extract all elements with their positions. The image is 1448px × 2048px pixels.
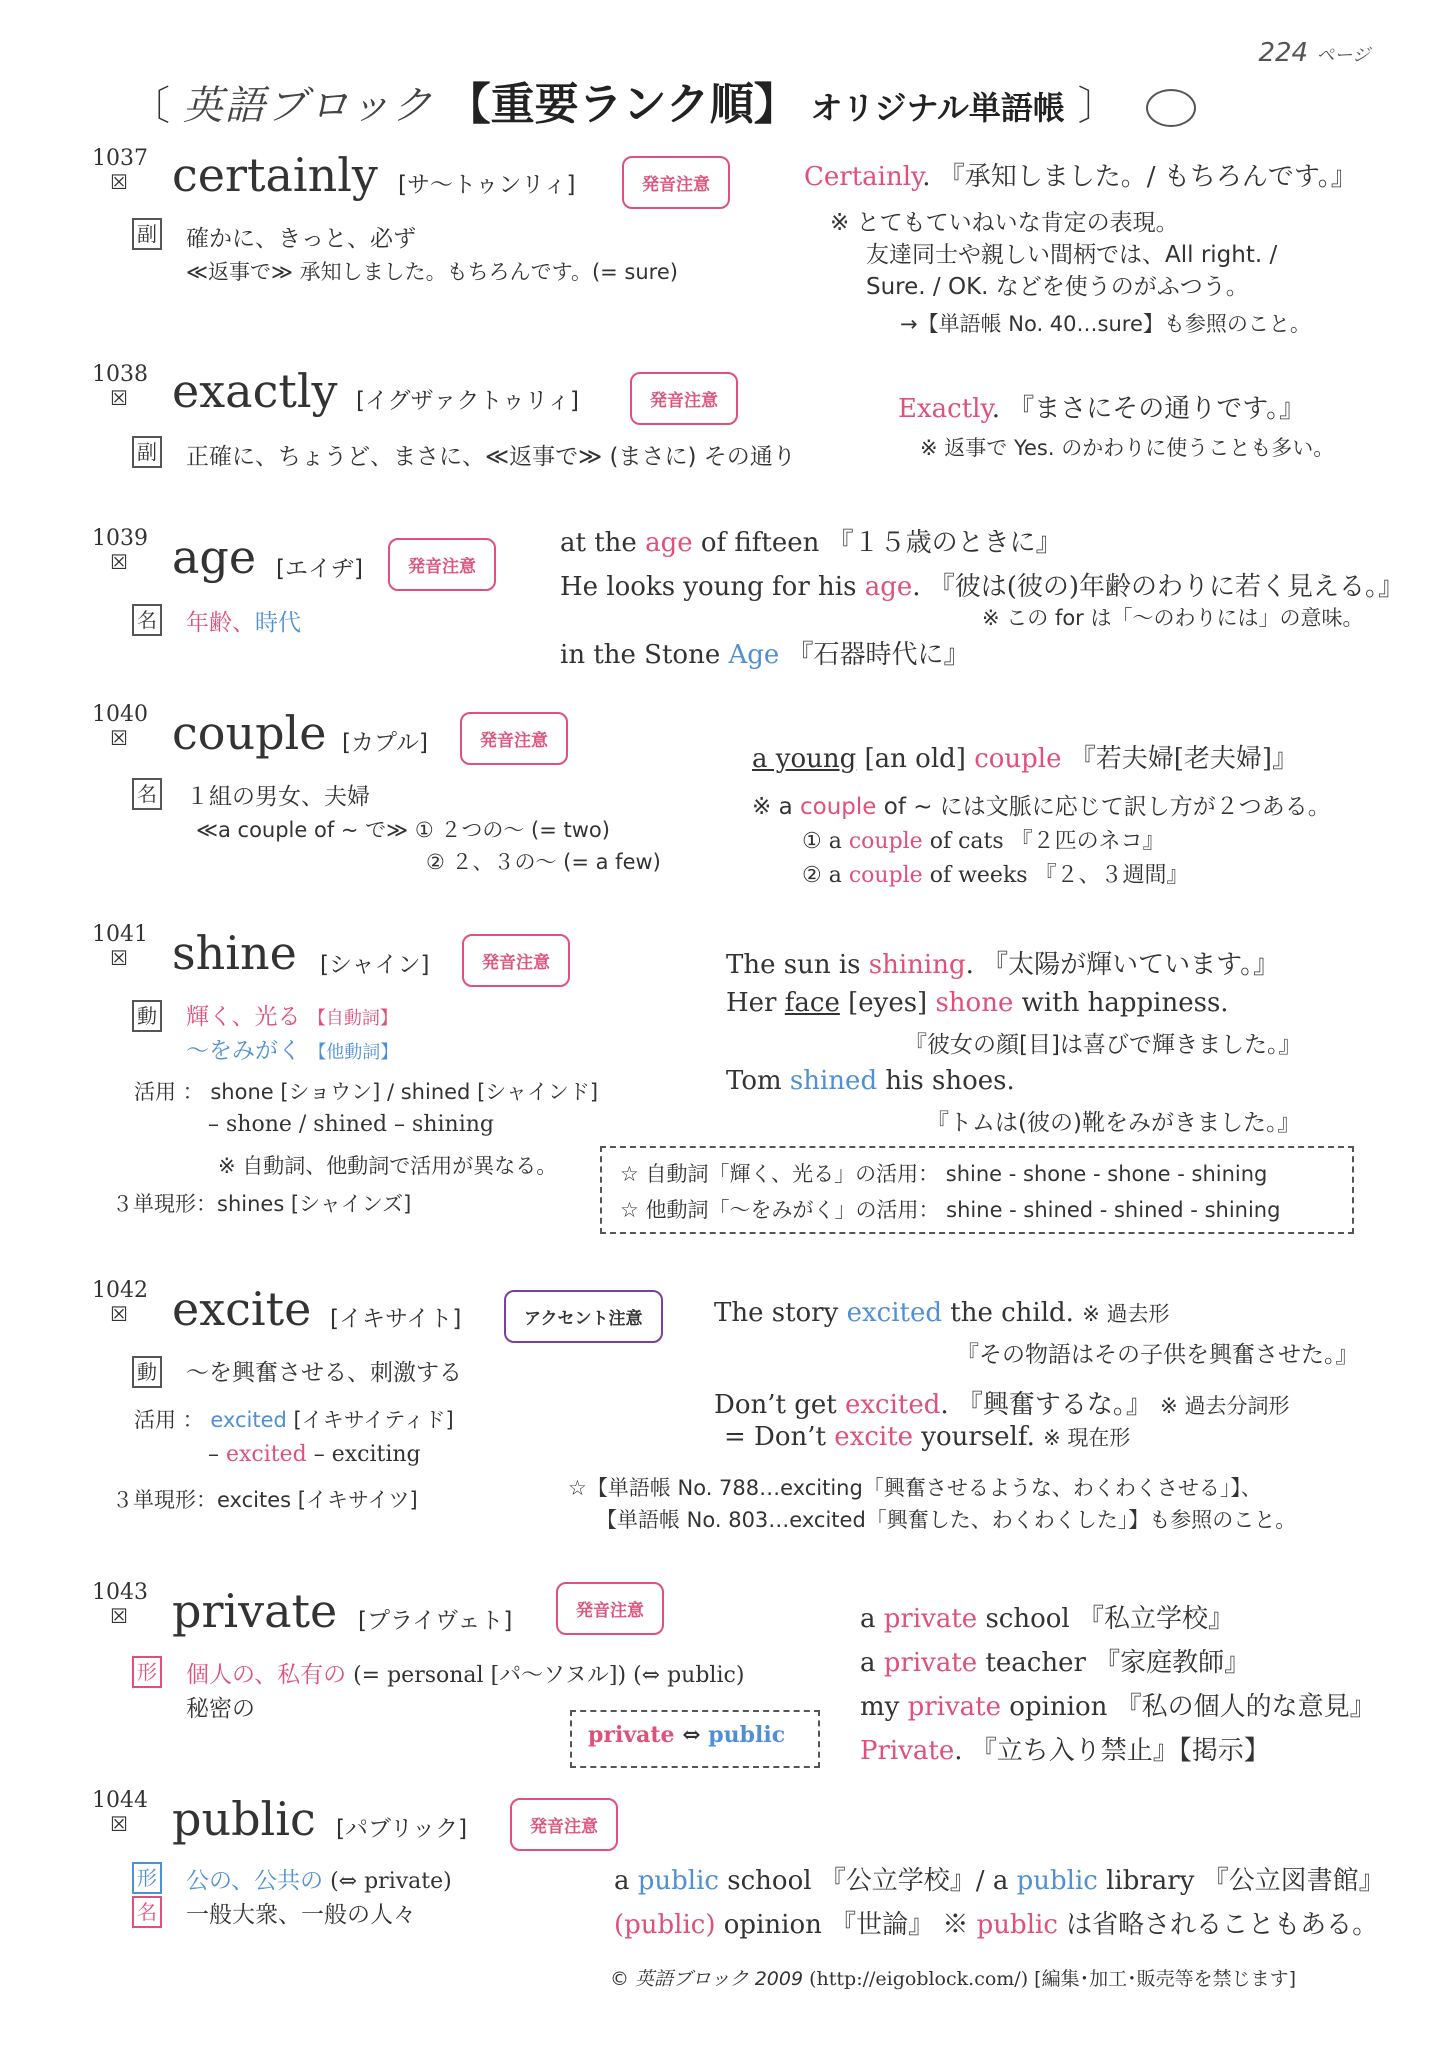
headword: public xyxy=(172,1792,316,1846)
pronunciation-note-badge: 発音注意 xyxy=(462,934,570,987)
note: ※ 返事で Yes. のかわりに使うことも多い。 xyxy=(920,436,1335,460)
meaning-adjective: 公の、公共の (⇔ private) xyxy=(186,1868,452,1894)
example: ② a couple of weeks 『２、３週間』 xyxy=(802,863,1189,888)
footer xyxy=(610,1964,1296,1991)
pronunciation: [シャイン] xyxy=(320,952,430,978)
note: ※ a couple of ~ には文脈に応じて訳し方が２つある。 xyxy=(752,794,1331,820)
note: 友達同士や親しい間柄では、All right. / xyxy=(866,242,1278,268)
header-title: 【重要ランク順】 xyxy=(446,79,798,130)
example: a public school 『公立学校』/ a public library 『公立図書館』 xyxy=(614,1866,1385,1896)
example: ① a couple of cats 『２匹のネコ』 xyxy=(802,829,1165,854)
pronunciation-note-badge: 発音注意 xyxy=(622,156,730,209)
meaning-noun: 一般大衆、一般の人々 xyxy=(186,1902,416,1928)
conjugation-box-line: ☆ 自動詞「輝く、光る」の活用： shine - shone - shone - shining xyxy=(620,1162,1268,1186)
note: ※ とてもていねいな肯定の表現。 xyxy=(830,210,1179,236)
example: my private opinion 『私の個人的な意見』 xyxy=(860,1692,1376,1722)
note: ※ この for は「～のわりには」の意味。 xyxy=(982,606,1364,630)
pronunciation: [プライヴェト] xyxy=(358,1608,513,1634)
pronunciation-note-badge: 発音注意 xyxy=(388,538,496,591)
pronunciation-note-badge: 発音注意 xyxy=(630,372,738,425)
example: = Don’t excite yourself. ※ 現在形 xyxy=(724,1422,1131,1452)
checkbox-icon[interactable]: ☒ xyxy=(110,1302,128,1326)
headword: age xyxy=(172,530,257,584)
part-of-speech: 副 xyxy=(132,218,162,250)
meaning: ～を興奮させる、刺激する xyxy=(186,1360,462,1386)
conjugation-note: ※ 自動詞、他動詞で活用が異なる。 xyxy=(218,1154,558,1178)
example: The sun is shining. 『太陽が輝いています。』 xyxy=(726,950,1280,980)
antonym-pair: private ⇔ public xyxy=(588,1722,786,1748)
translation: 『彼女の顔[目]は喜びで輝きました。』 xyxy=(904,1032,1302,1058)
checkbox-icon[interactable]: ☒ xyxy=(110,550,128,574)
note: Sure. / OK. などを使うのがふつう。 xyxy=(866,274,1249,300)
header-open-bracket: 〔 xyxy=(130,83,170,129)
conjugation: – excited – exciting xyxy=(208,1442,421,1467)
checkbox-icon[interactable]: ☒ xyxy=(110,946,128,970)
part-of-speech: 動 xyxy=(132,1356,162,1388)
headword: certainly xyxy=(172,148,378,202)
accent-note-badge: アクセント注意 xyxy=(504,1290,663,1343)
entry-number: 1039 xyxy=(92,526,148,551)
pronunciation-note-badge: 発音注意 xyxy=(460,712,568,765)
entry-number: 1043 xyxy=(92,1580,148,1605)
checkbox-icon[interactable]: ☒ xyxy=(110,1812,128,1836)
example: in the Stone Age 『石器時代に』 xyxy=(560,640,970,670)
entry-number: 1040 xyxy=(92,702,148,727)
checkbox-icon[interactable]: ☒ xyxy=(110,386,128,410)
example: (public) opinion 『世論』 ※ public は省略されることもある。 xyxy=(614,1910,1379,1940)
conjugation-box-line: ☆ 他動詞「～をみがく」の活用： shine - shined - shined - shining xyxy=(620,1198,1281,1222)
part-of-speech: 形 xyxy=(132,1656,162,1688)
meaning-secret: 秘密の xyxy=(186,1696,255,1722)
notice: [編集･加工･販売等を禁じます] xyxy=(1034,1968,1296,1990)
pronunciation: [パブリック] xyxy=(336,1816,468,1842)
entry-number: 1044 xyxy=(92,1788,148,1813)
example: Exactly. 『まさにその通りです。』 xyxy=(898,394,1306,424)
headword: exactly xyxy=(172,364,338,418)
meaning: 確かに、きっと、必ず xyxy=(186,226,416,252)
headword: couple xyxy=(172,706,327,760)
third-person-form: ３単現形：shines [シャインズ] xyxy=(112,1192,412,1216)
page-header xyxy=(130,68,1196,132)
part-of-speech-adjective: 形 xyxy=(132,1862,162,1894)
example: Her face [eyes] shone with happiness. xyxy=(726,988,1229,1018)
site-url[interactable]: (http://eigoblock.com/) xyxy=(809,1968,1029,1990)
example: a young [an old] couple 『若夫婦[老夫婦]』 xyxy=(752,744,1299,774)
meaning: 正確に、ちょうど、まさに、≪返事で≫ (まさに) その通り xyxy=(186,444,796,470)
meaning-intransitive: 輝く、光る 【自動詞】 xyxy=(186,1004,398,1030)
header-subtitle: オリジナル単語帳 xyxy=(810,89,1065,127)
example: He looks young for his age. 『彼は(彼の)年齢のわりに若く見える。』 xyxy=(560,572,1405,602)
pronunciation-note-badge: 発音注意 xyxy=(556,1582,664,1635)
part-of-speech: 動 xyxy=(132,1000,162,1032)
cross-reference: ☆【単語帳 No. 788…exciting「興奮させるような、わくわくさせる」】、 xyxy=(568,1476,1262,1500)
headword: excite xyxy=(172,1282,312,1336)
pronunciation-note-badge: 発音注意 xyxy=(510,1798,618,1851)
example: a private teacher 『家庭教師』 xyxy=(860,1648,1251,1678)
entry-number: 1038 xyxy=(92,362,148,387)
entry-number: 1042 xyxy=(92,1278,148,1303)
headword: private xyxy=(172,1584,338,1638)
example: Private. 『立ち入り禁止』【掲示】 xyxy=(860,1736,1270,1766)
checkbox-icon[interactable]: ☒ xyxy=(110,170,128,194)
meaning-usage: ② ２、３の～ (= a few) xyxy=(426,850,661,874)
smiley-face-icon xyxy=(1146,89,1196,127)
pronunciation: [サ～トゥンリィ] xyxy=(398,172,576,198)
header-brand: 英語ブロック xyxy=(182,83,434,129)
conjugation: 活用 ： excited [イキサイティド] xyxy=(134,1408,454,1432)
pronunciation: [エイヂ] xyxy=(276,556,363,582)
meaning: １組の男女、夫婦 xyxy=(186,784,370,810)
pronunciation: [カプル] xyxy=(342,730,429,756)
conjugation: 活用 ： shone [ショウン] / shined [シャインド] xyxy=(134,1080,599,1104)
part-of-speech: 副 xyxy=(132,436,162,468)
translation: 『その物語はその子供を興奮させた。』 xyxy=(956,1342,1359,1368)
meaning-usage: ≪a couple of ~ で≫ ① ２つの～ (= two) xyxy=(196,818,610,842)
third-person-form: ３単現形：excites [イキサイツ] xyxy=(112,1488,418,1512)
cross-reference: →【単語帳 No. 40…sure】も参照のこと。 xyxy=(900,312,1311,336)
entry-number: 1041 xyxy=(92,922,148,947)
part-of-speech: 名 xyxy=(132,604,162,636)
headword: shine xyxy=(172,926,297,980)
part-of-speech: 名 xyxy=(132,778,162,810)
meaning: 年齢、時代 xyxy=(186,610,301,636)
example: Don’t get excited. 『興奮するな。』 ※ 過去分詞形 xyxy=(714,1390,1290,1420)
header-close-bracket: 〕 xyxy=(1077,83,1118,129)
example: The story excited the child. ※ 過去形 xyxy=(714,1298,1170,1328)
pronunciation: [イキサイト] xyxy=(330,1306,462,1332)
example: a private school 『私立学校』 xyxy=(860,1604,1234,1634)
cross-reference: 【単語帳 No. 803…excited「興奮した、わくわくした」】も参照のこと。 xyxy=(596,1508,1297,1532)
entry-number: 1037 xyxy=(92,146,148,171)
meaning-reply: ≪返事で≫ 承知しました。もちろんです。(= sure) xyxy=(186,260,678,284)
page-number: 224 ページ xyxy=(1258,38,1370,68)
example: Certainly. 『承知しました。/ もちろんです。』 xyxy=(804,162,1357,192)
translation: 『トムは(彼の)靴をみがきました。』 xyxy=(926,1110,1301,1136)
conjugation: – shone / shined – shining xyxy=(208,1112,494,1137)
example: at the age of fifteen 『１５歳のときに』 xyxy=(560,528,1062,558)
checkbox-icon[interactable]: ☒ xyxy=(110,726,128,750)
copyright: © 英語ブロック 2009 xyxy=(610,1968,804,1990)
meaning-transitive: ～をみがく 【他動詞】 xyxy=(186,1038,399,1064)
part-of-speech-noun: 名 xyxy=(132,1896,162,1928)
example: Tom shined his shoes. xyxy=(726,1066,1015,1096)
pronunciation: [イグザァクトゥリィ] xyxy=(356,388,579,414)
checkbox-icon[interactable]: ☒ xyxy=(110,1604,128,1628)
meaning: 個人の、私有の (= personal [パ～ソヌル]) (⇔ public) xyxy=(186,1662,745,1688)
